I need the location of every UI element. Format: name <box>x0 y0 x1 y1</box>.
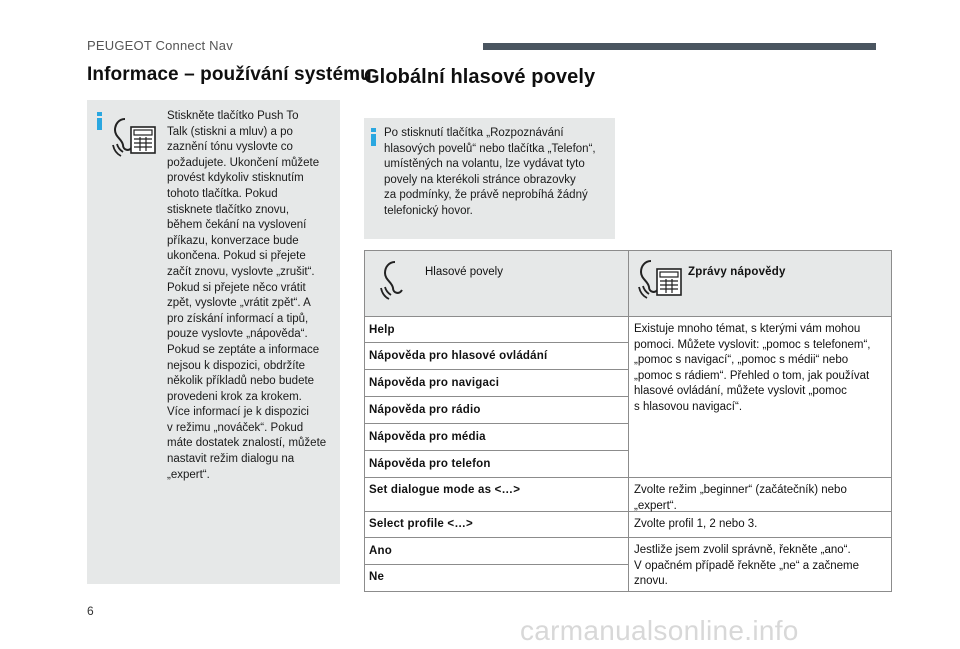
info-panel-usage <box>87 100 340 584</box>
section-heading-info: Informace – používání systému <box>87 64 372 85</box>
col-header-voice-commands: Hlasové povely <box>425 266 503 278</box>
row-divider <box>365 369 628 370</box>
section-heading-global-commands: Globální hlasové povely <box>364 66 596 88</box>
dialogue-mode-message: Zvolte režim „beginner“ (začátečník) nebo „expert“. <box>634 484 847 512</box>
row-divider <box>365 564 628 565</box>
header-bar <box>483 43 876 50</box>
command-help-phone: Nápověda pro telefon <box>369 458 491 470</box>
command-no: Ne <box>369 571 385 583</box>
column-divider <box>628 251 629 591</box>
command-select-profile: Select profile <…> <box>369 518 473 530</box>
info-text-usage: Stiskněte tlačítko Push To Talk (stiskni a mluv) a po zaznění tónu vyslovte co požadujete. Ukončení můžete provést kdykoliv stisknutím tohoto tlačítka. Pokud stisknete tlačítko znovu, během čekání na vyslovení příkazu, konverzace bude ukončena. Pokud si přejete začít znovu, vyslovte „zrušit“. Pokud si přejete něco vrátit zpět, vyslovte „vrátit zpět“. A pro získání informací a tipů, pouze vyslovte „nápověda“. Pokud se zeptáte a informace nejsou k dispozici, obdržíte několik příkladů nebo budete provedeni krok za krokem. Více informací je k dispozici v režimu „nováček“. Pokud máte dostatek znalostí, můžete nastavit režim dialogu na „expert“. <box>167 110 327 481</box>
info-text-global-commands: Po stisknutí tlačítka „Rozpoznávání hlasových povelů“ nebo tlačítka „Telefon“, umístěných na volantu, lze vydávat tyto povely na kterékoli stránce obrazovky za podmínky, že právě neprobíhá žádný telefonický hovor. <box>384 127 596 217</box>
command-help: Help <box>369 324 395 336</box>
row-divider <box>365 450 628 451</box>
command-help-voice: Nápověda pro hlasové ovládání <box>369 350 548 362</box>
watermark: carmanualsonline.info <box>520 615 799 646</box>
row-divider <box>365 477 891 478</box>
command-help-radio: Nápověda pro rádio <box>369 404 481 416</box>
command-help-media: Nápověda pro média <box>369 431 486 443</box>
row-divider <box>365 537 891 538</box>
info-panel-global-commands <box>364 118 615 239</box>
info-icon <box>371 134 376 146</box>
command-help-navigation: Nápověda pro navigaci <box>369 377 500 389</box>
push-to-talk-icon <box>109 115 159 161</box>
yes-no-message: Jestliže jsem zvolil správně, řekněte „ano“. V opačném případě řekněte „ne“ a začneme znovu. <box>634 544 860 588</box>
row-divider <box>365 423 628 424</box>
voice-commands-table <box>364 250 892 592</box>
voice-command-icon <box>375 259 411 303</box>
page-number: 6 <box>87 604 94 618</box>
help-message: Existuje mnoho témat, s kterými vám mohou pomoci. Můžete vyslovit: „pomoc s telefonem“, „pomoc s navigací“, „pomoc s médii“ nebo „pomoc s rádiem“. Přehled o tom, jak používat hlasové ovládání, můžete vyslovit „pomoc s hlasovou navigací“. <box>634 323 871 413</box>
command-dialogue-mode: Set dialogue mode as <…> <box>369 484 521 496</box>
row-divider <box>365 316 891 317</box>
push-to-talk-icon <box>635 257 685 303</box>
info-icon <box>97 118 102 130</box>
command-yes: Ano <box>369 545 392 557</box>
brand-header: PEUGEOT Connect Nav <box>87 38 233 53</box>
col-header-help-messages: Zprávy nápovědy <box>688 266 786 278</box>
select-profile-message: Zvolte profil 1, 2 nebo 3. <box>634 518 758 530</box>
row-divider <box>365 342 628 343</box>
row-divider <box>365 396 628 397</box>
